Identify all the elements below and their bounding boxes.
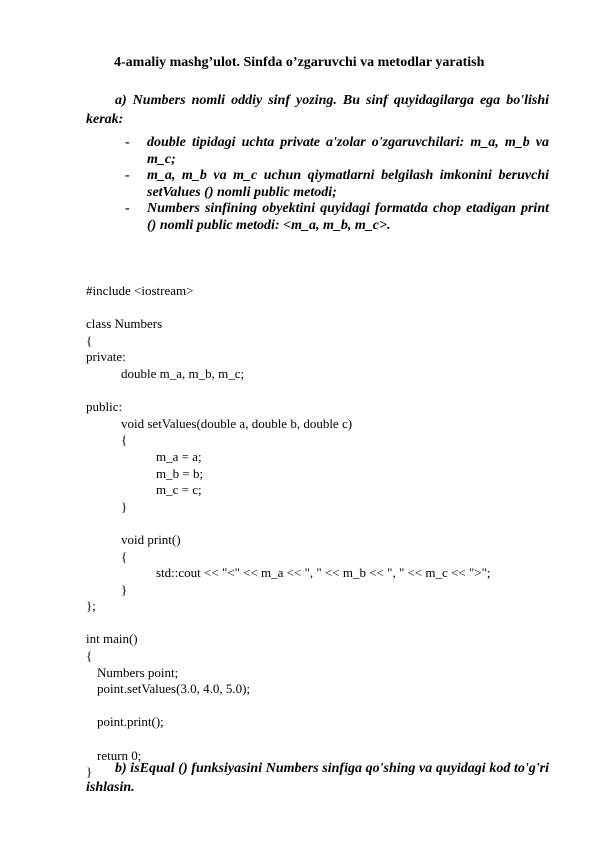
code-line: public: (86, 399, 123, 415)
code-line: m_c = c; (156, 482, 202, 498)
code-line: double m_a, m_b, m_c; (121, 365, 245, 381)
code-line: #include <iostream> (86, 283, 194, 298)
code-line (86, 731, 491, 748)
code-line (86, 300, 491, 317)
requirements-list (125, 135, 549, 234)
code-line: m_b = b; (156, 465, 204, 481)
code-line: return 0; (97, 747, 142, 763)
bullet-dash: - (125, 201, 130, 216)
code-line: int main() (86, 631, 138, 647)
code-line: { (86, 332, 93, 348)
code-listing (86, 283, 491, 781)
code-line: m_a = a; (156, 448, 202, 464)
bullet-dash: - (125, 168, 130, 183)
code-line: { (86, 648, 93, 664)
code-line: void print() (121, 531, 181, 547)
code-line: Numbers point; (97, 664, 179, 680)
code-line: point.print(); (97, 714, 164, 730)
list-item (125, 168, 549, 201)
code-line: class Numbers (86, 316, 163, 332)
task-b-paragraph: b) isEqual () funksiyasini Numbers sinfiga qo'shing va quyidagi kod to'g'ri ishlasin. (86, 761, 549, 795)
list-item (125, 135, 549, 168)
code-line: std::cout << "<" << m_a << ", " << m_b << ", " << m_c << ">"; (156, 565, 491, 581)
code-line: void setValues(double a, double b, double c) (121, 415, 353, 431)
code-line: private: (86, 349, 126, 365)
code-line (86, 383, 491, 400)
code-line (86, 515, 491, 532)
list-item-text: m_a, m_b va m_c uchun qiymatlarni belgilash imkonini beruvchi setValues () nomli public metodi; (147, 168, 549, 200)
list-item-text: Numbers sinfining obyektini quyidagi formatda chop etadigan print () nomli public metodi: <m_a, m_b, m_c>. (147, 201, 549, 233)
code-line (86, 615, 491, 632)
list-item-text: double tipidagi uchta private a'zolar o'zgaruvchilari: m_a, m_b va m_c; (147, 135, 549, 167)
task-a-paragraph: a) Numbers nomli oddiy sinf yozing. Bu sinf quyidagilarga ega bo'lishi kerak: (86, 93, 549, 127)
code-line: point.setValues(3.0, 4.0, 5.0); (97, 681, 251, 697)
code-line: { (121, 432, 128, 448)
code-line: } (86, 764, 93, 780)
page-heading: 4-amaliy mashg’ulot. Sinfda o’zgaruvchi va metodlar yaratish (114, 55, 485, 70)
code-line: } (121, 498, 128, 514)
code-line: }; (86, 598, 96, 614)
bullet-dash: - (125, 135, 130, 150)
code-line: } (121, 581, 128, 597)
list-item (125, 201, 549, 234)
code-line (86, 698, 491, 715)
code-line: { (121, 548, 128, 564)
